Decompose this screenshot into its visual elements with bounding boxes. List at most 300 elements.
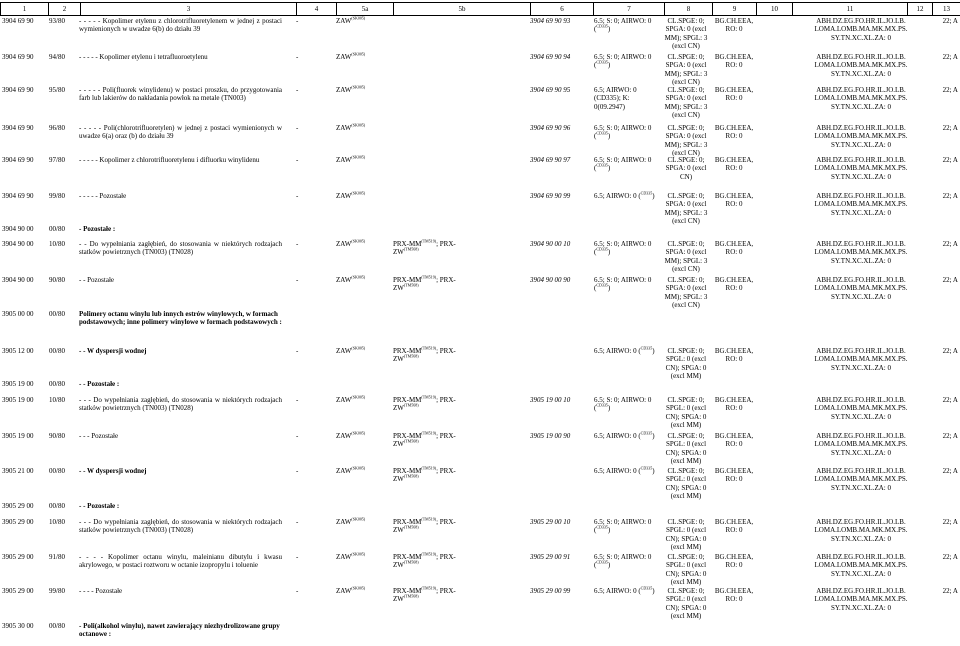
taric-subcode: 00/80 xyxy=(49,225,65,233)
duty-rate-text: 6.5; S: 0; AIRWO: 0 ( xyxy=(594,17,652,34)
nomenclature-code: 3904 69 90 97 xyxy=(530,156,571,164)
taric-subcode: 10/80 xyxy=(49,518,65,526)
column-4-value: - xyxy=(296,192,299,200)
paren: ) xyxy=(607,61,611,70)
preference-eea: BG.CH.EEA, RO: 0 xyxy=(714,432,754,449)
zaw-measure xyxy=(336,124,386,132)
goods-description: - - - Do wypełniania zagłębień, do stosowania w niektórych rodzajach statków powietrznych (TN003) (TN028) xyxy=(79,518,282,535)
preference-gsp: CL.SPGE: 0; SPGA: 0 (excl MM); SPGL: 3 (excl CN) xyxy=(664,86,708,119)
zaw-measure-text: ZAW xyxy=(336,240,352,248)
zaw-measure xyxy=(336,432,386,440)
prx-part: PRX-MM xyxy=(393,587,422,595)
preference-countries: ABH.DZ.EG.FO.HR.IL.JO.LB. LOMA.LOMB.MA.MK.MX.PS. SY.TN.XC.XL.ZA: 0 xyxy=(814,587,908,612)
preference-gsp: CL.SPGE: 0; SPGL: 0 (excl CN); SPGA: 0 (excl MM) xyxy=(665,587,707,620)
column-4-value: - xyxy=(296,53,299,61)
header-col-14: 13 xyxy=(932,3,960,15)
cn-code: 3905 00 00 xyxy=(2,310,34,318)
zaw-measure xyxy=(336,553,386,561)
prx-part: ; PRX-ZW xyxy=(393,587,456,604)
zaw-measure-ref: (SK005) xyxy=(351,238,366,244)
duty-rate-ref: CD335 xyxy=(640,430,653,436)
unit-code: 22; A xyxy=(942,240,958,248)
column-4-value: - xyxy=(296,124,299,132)
zaw-measure-text: ZAW xyxy=(336,467,352,475)
prx-measure xyxy=(393,347,473,364)
duty-rate-text: 6.5; AIRWO: 0 ( xyxy=(594,192,641,200)
goods-description: - - Pozostałe xyxy=(79,276,114,284)
goods-description: - - - - - Pozostałe xyxy=(79,192,127,200)
duty-rate xyxy=(594,553,662,570)
duty-rate-ref: CD335 xyxy=(596,559,608,565)
preference-eea: BG.CH.EEA, RO: 0 xyxy=(714,156,754,173)
nomenclature-code: 3904 90 00 90 xyxy=(530,276,571,284)
goods-description: - Poli(alkohol winylu), nawet zawierający niezhydrolizowane grupy octanowe : xyxy=(79,622,280,639)
zaw-measure-ref: (SK005) xyxy=(351,345,366,351)
cn-code: 3904 69 90 xyxy=(2,156,34,164)
duty-rate xyxy=(594,240,662,257)
goods-description: - - W dyspersji wodnej xyxy=(79,467,147,475)
zaw-measure-text: ZAW xyxy=(336,156,352,164)
taric-subcode: 99/80 xyxy=(49,192,65,200)
column-4-value: - xyxy=(296,17,299,25)
zaw-measure xyxy=(336,240,386,248)
prx-part: ; PRX-ZW xyxy=(393,432,456,449)
paren: ) xyxy=(607,526,611,535)
prx-part: (TM519) xyxy=(421,345,437,351)
preference-countries: ABH.DZ.EG.FO.HR.IL.JO.LB. LOMA.LOMB.MA.MK.MX.PS. SY.TN.XC.XL.ZA: 0 xyxy=(814,156,908,181)
prx-part: (TM568) xyxy=(403,438,419,444)
zaw-measure-text: ZAW xyxy=(336,276,352,284)
zaw-measure-ref: (SK005) xyxy=(351,154,366,160)
cn-code: 3905 30 00 xyxy=(2,622,34,630)
column-4-value: - xyxy=(296,347,299,355)
goods-description: - - - - - Kopolimer etylenu i tetrafluoroetylenu xyxy=(79,53,208,61)
nomenclature-code: 3905 19 00 10 xyxy=(530,396,571,404)
goods-description: - - - - - Poli(chlorotrifluoretylen) w jednej z postaci wymienionych w uwadze 6(a) oraz (b) do działu 39 xyxy=(79,124,282,141)
prx-part: (TM568) xyxy=(403,593,419,599)
unit-code: 22; A xyxy=(942,17,958,25)
zaw-measure-ref: (SK005) xyxy=(351,84,366,90)
paren: ) xyxy=(607,248,611,257)
duty-rate-ref: CD335 xyxy=(596,162,608,168)
taric-subcode: 00/80 xyxy=(49,502,65,510)
taric-subcode: 10/80 xyxy=(49,396,65,404)
zaw-measure-text: ZAW xyxy=(336,53,352,61)
prx-measure xyxy=(393,587,473,604)
duty-rate-text: 6.5; S: 0; AIRWO: 0 ( xyxy=(594,240,652,257)
unit-code: 22; A xyxy=(942,124,958,132)
duty-rate xyxy=(594,587,662,595)
zaw-measure xyxy=(336,347,386,355)
header-col-4: 4 xyxy=(296,3,336,15)
taric-subcode: 96/80 xyxy=(49,124,65,132)
duty-rate-ref: CD335 xyxy=(640,345,653,351)
prx-part: PRX-MM xyxy=(393,432,422,440)
nomenclature-code: 3905 19 00 90 xyxy=(530,432,571,440)
unit-code: 22; A xyxy=(942,396,958,404)
zaw-measure-ref: (SK005) xyxy=(351,394,366,400)
preference-eea: BG.CH.EEA, RO: 0 xyxy=(714,553,754,570)
nomenclature-code: 3904 90 00 10 xyxy=(530,240,571,248)
paren: ) xyxy=(607,164,611,173)
prx-part: ; PRX-ZW xyxy=(393,396,456,413)
goods-description: - - Pozostałe : xyxy=(79,380,120,388)
goods-description: - - - - - Poli(fluorek winylidenu) w postaci proszku, do przygotowania farb lub lakierów do nakładania powłok na metale (TN003) xyxy=(79,86,282,103)
zaw-measure-ref: (SK005) xyxy=(351,430,366,436)
prx-part: ; PRX-ZW xyxy=(393,276,456,293)
zaw-measure xyxy=(336,276,386,284)
duty-rate xyxy=(594,156,662,173)
zaw-measure-text: ZAW xyxy=(336,86,352,94)
cn-code: 3905 29 00 xyxy=(2,553,34,561)
prx-part: PRX-MM xyxy=(393,396,422,404)
taric-subcode: 00/80 xyxy=(49,310,65,318)
column-4-value: - xyxy=(296,276,299,284)
column-4-value: - xyxy=(296,553,299,561)
prx-part: (TM568) xyxy=(403,524,419,530)
duty-rate xyxy=(594,17,662,34)
zaw-measure-ref: (SK005) xyxy=(351,465,366,471)
duty-rate-ref: CD335 xyxy=(596,59,608,65)
duty-rate-text: 6.5; S: 0; AIRWO: 0 ( xyxy=(594,396,652,413)
goods-description: Polimery octanu winylu lub innych estrów winylowych, w formach podstawowych; inne polimery winylowe w formach podstawowych : xyxy=(79,310,282,327)
unit-code: 22; A xyxy=(942,53,958,61)
taric-subcode: 97/80 xyxy=(49,156,65,164)
duty-rate-ref: CD335 xyxy=(640,190,653,196)
preference-eea: BG.CH.EEA, RO: 0 xyxy=(714,86,754,103)
preference-countries: ABH.DZ.EG.FO.HR.IL.JO.LB. LOMA.LOMB.MA.MK.MX.PS. SY.TN.XC.XL.ZA: 0 xyxy=(814,86,908,111)
nomenclature-code: 3905 29 00 91 xyxy=(530,553,571,561)
duty-rate xyxy=(594,347,662,355)
goods-description: - - - - Kopolimer octanu winylu, maleinianu dibutylu i kwasu akrylowego, w postaci roztworu w octanie izopropylu i toluenie xyxy=(79,553,282,570)
preference-countries: ABH.DZ.EG.FO.HR.IL.JO.LB. LOMA.LOMB.MA.MK.MX.PS. SY.TN.XC.XL.ZA: 0 xyxy=(814,276,908,301)
unit-code: 22; A xyxy=(942,432,958,440)
unit-code: 22; A xyxy=(942,553,958,561)
prx-part: (TM568) xyxy=(403,402,419,408)
zaw-measure-text: ZAW xyxy=(336,518,352,526)
duty-rate-text: 6.5; S: 0; AIRWO: 0 ( xyxy=(594,553,652,570)
preference-eea: BG.CH.EEA, RO: 0 xyxy=(714,192,754,209)
prx-part: (TM568) xyxy=(403,353,419,359)
zaw-measure-text: ZAW xyxy=(336,124,352,132)
preference-countries: ABH.DZ.EG.FO.HR.IL.JO.LB. LOMA.LOMB.MA.MK.MX.PS. SY.TN.XC.XL.ZA: 0 xyxy=(814,396,908,421)
preference-eea: BG.CH.EEA, RO: 0 xyxy=(714,124,754,141)
prx-part: (TM519) xyxy=(421,516,437,522)
duty-rate-ref: CD335 xyxy=(640,585,653,591)
cn-code: 3905 19 00 xyxy=(2,396,34,404)
unit-code: 22; A xyxy=(942,467,958,475)
prx-part: ; PRX-ZW xyxy=(393,347,456,364)
column-4-value: - xyxy=(296,396,299,404)
preference-countries: ABH.DZ.EG.FO.HR.IL.JO.LB. LOMA.LOMB.MA.MK.MX.PS. SY.TN.XC.XL.ZA: 0 xyxy=(814,192,908,217)
duty-rate-text: 6.5; AIRWO: 0 ( xyxy=(594,587,641,595)
prx-measure xyxy=(393,518,473,535)
prx-part: PRX-MM xyxy=(393,467,422,475)
zaw-measure-ref: (SK005) xyxy=(351,190,366,196)
prx-part: (TM519) xyxy=(421,585,437,591)
zaw-measure-text: ZAW xyxy=(336,17,352,25)
header-col-8: 7 xyxy=(593,3,664,15)
zaw-measure-ref: (SK005) xyxy=(351,551,366,557)
preference-countries: ABH.DZ.EG.FO.HR.IL.JO.LB. LOMA.LOMB.MA.MK.MX.PS. SY.TN.XC.XL.ZA: 0 xyxy=(814,124,908,149)
cn-code: 3904 69 90 xyxy=(2,192,34,200)
zaw-measure xyxy=(336,156,386,164)
zaw-measure xyxy=(336,518,386,526)
header-col-9: 8 xyxy=(664,3,712,15)
preference-countries: ABH.DZ.EG.FO.HR.IL.JO.LB. LOMA.LOMB.MA.MK.MX.PS. SY.TN.XC.XL.ZA: 0 xyxy=(814,467,908,492)
preference-gsp: CL.SPGE: 0; SPGL: 0 (excl CN); SPGA: 0 (excl MM) xyxy=(665,467,707,500)
preference-eea: BG.CH.EEA, RO: 0 xyxy=(714,587,754,604)
paren: ) xyxy=(607,25,611,34)
nomenclature-code: 3904 69 90 93 xyxy=(530,17,571,25)
duty-rate xyxy=(594,124,662,141)
preference-gsp: CL.SPGE: 0; SPGA: 0 (excl MM); SPGL: 3 (excl CN) xyxy=(664,276,708,309)
nomenclature-code: 3905 29 00 99 xyxy=(530,587,571,595)
zaw-measure-ref: (SK005) xyxy=(351,516,366,522)
preference-countries: ABH.DZ.EG.FO.HR.IL.JO.LB. LOMA.LOMB.MA.MK.MX.PS. SY.TN.XC.XL.ZA: 0 xyxy=(814,553,908,578)
goods-description: - - W dyspersji wodnej xyxy=(79,347,147,355)
duty-rate-text: 6.5; AIRWO: 0 ( xyxy=(594,432,641,440)
cn-code: 3905 29 00 xyxy=(2,518,34,526)
column-4-value: - xyxy=(296,518,299,526)
preference-countries: ABH.DZ.EG.FO.HR.IL.JO.LB. LOMA.LOMB.MA.MK.MX.PS. SY.TN.XC.XL.ZA: 0 xyxy=(814,240,908,265)
paren: ) xyxy=(652,192,655,200)
column-4-value: - xyxy=(296,432,299,440)
header-col-7: 6 xyxy=(530,3,593,15)
cn-code: 3904 69 90 xyxy=(2,17,34,25)
prx-part: ; PRX-ZW xyxy=(393,240,456,257)
prx-measure xyxy=(393,467,473,484)
duty-rate-ref: CD335 xyxy=(596,282,608,288)
unit-code: 22; A xyxy=(942,347,958,355)
goods-description: - Pozostałe : xyxy=(79,225,116,233)
zaw-measure xyxy=(336,396,386,404)
nomenclature-code: 3904 69 90 94 xyxy=(530,53,571,61)
paren: ) xyxy=(652,347,655,355)
taric-subcode: 00/80 xyxy=(49,347,65,355)
preference-gsp: CL.SPGE: 0; SPGA: 0 (excl MM); SPGL: 3 (excl CN) xyxy=(664,17,708,50)
preference-eea: BG.CH.EEA, RO: 0 xyxy=(714,53,754,70)
zaw-measure xyxy=(336,17,386,25)
prx-part: PRX-MM xyxy=(393,553,422,561)
prx-part: (TM519) xyxy=(421,465,437,471)
preference-gsp: CL.SPGE: 0; SPGA: 0 (excl CN) xyxy=(665,156,707,181)
nomenclature-code: 3904 69 90 96 xyxy=(530,124,571,132)
taric-subcode: 00/80 xyxy=(49,467,65,475)
taric-subcode: 93/80 xyxy=(49,17,65,25)
duty-rate xyxy=(594,192,662,200)
duty-rate-text: 6.5; AIRWO: 0 ( xyxy=(594,347,641,355)
preference-gsp: CL.SPGE: 0; SPGL: 0 (excl CN); SPGA: 0 (excl MM) xyxy=(665,347,707,380)
prx-part: (TM519) xyxy=(421,551,437,557)
prx-part: ; PRX-ZW xyxy=(393,553,456,570)
prx-measure xyxy=(393,240,473,257)
column-4-value: - xyxy=(296,86,299,94)
unit-code: 22; A xyxy=(942,156,958,164)
zaw-measure xyxy=(336,587,386,595)
nomenclature-code: 3904 69 90 99 xyxy=(530,192,571,200)
goods-description: - - Pozostałe : xyxy=(79,502,120,510)
goods-description: - - - - Pozostałe xyxy=(79,587,123,595)
paren: ) xyxy=(652,467,655,475)
unit-code: 22; A xyxy=(942,276,958,284)
preference-gsp: CL.SPGE: 0; SPGA: 0 (excl MM); SPGL: 3 (excl CN) xyxy=(664,192,708,225)
zaw-measure-text: ZAW xyxy=(336,396,352,404)
cn-code: 3904 69 90 xyxy=(2,86,34,94)
cn-code: 3904 69 90 xyxy=(2,124,34,132)
preference-countries: ABH.DZ.EG.FO.HR.IL.JO.LB. LOMA.LOMB.MA.MK.MX.PS. SY.TN.XC.XL.ZA: 0 xyxy=(814,53,908,78)
taric-subcode: 00/80 xyxy=(49,380,65,388)
goods-description: - - - Do wypełniania zagłębień, do stosowania w niektórych rodzajach statków powietrznych (TN003) (TN028) xyxy=(79,396,282,413)
duty-rate-ref: CD335 xyxy=(596,402,608,408)
zaw-measure xyxy=(336,192,386,200)
preference-countries: ABH.DZ.EG.FO.HR.IL.JO.LB. LOMA.LOMB.MA.MK.MX.PS. SY.TN.XC.XL.ZA: 0 xyxy=(814,432,908,457)
column-4-value: - xyxy=(296,156,299,164)
duty-rate xyxy=(594,396,662,413)
prx-measure xyxy=(393,276,473,293)
taric-subcode: 10/80 xyxy=(49,240,65,248)
zaw-measure-ref: (SK005) xyxy=(351,51,366,57)
cn-code: 3905 29 00 xyxy=(2,587,34,595)
paren: ) xyxy=(607,284,611,293)
paren: ) xyxy=(607,561,611,570)
cn-code: 3904 90 00 xyxy=(2,240,34,248)
prx-part: PRX-MM xyxy=(393,276,422,284)
zaw-measure-ref: (SK005) xyxy=(351,122,366,128)
duty-rate-text: 6.5; AIRWO: 0 ( xyxy=(594,467,641,475)
taric-subcode: 94/80 xyxy=(49,53,65,61)
nomenclature-code: 3905 29 00 10 xyxy=(530,518,571,526)
header-col-12: 11 xyxy=(792,3,907,15)
duty-rate xyxy=(594,467,662,475)
preference-gsp: CL.SPGE: 0; SPGL: 0 (excl CN); SPGA: 0 (excl MM) xyxy=(665,553,707,586)
zaw-measure xyxy=(336,86,386,94)
column-4-value: - xyxy=(296,587,299,595)
cn-code: 3904 90 00 xyxy=(2,225,34,233)
prx-part: (TM568) xyxy=(403,246,419,252)
preference-eea: BG.CH.EEA, RO: 0 xyxy=(714,396,754,413)
prx-part: (TM519) xyxy=(421,394,437,400)
zaw-measure xyxy=(336,53,386,61)
zaw-measure xyxy=(336,467,386,475)
cn-code: 3905 19 00 xyxy=(2,432,34,440)
zaw-measure-text: ZAW xyxy=(336,432,352,440)
zaw-measure-text: ZAW xyxy=(336,347,352,355)
duty-rate-ref: CD335 xyxy=(596,524,608,530)
taric-subcode: 99/80 xyxy=(49,587,65,595)
preference-eea: BG.CH.EEA, RO: 0 xyxy=(714,240,754,257)
preference-countries: ABH.DZ.EG.FO.HR.IL.JO.LB. LOMA.LOMB.MA.MK.MX.PS. SY.TN.XC.XL.ZA: 0 xyxy=(814,17,908,42)
table-header xyxy=(0,2,960,16)
unit-code: 22; A xyxy=(942,86,958,94)
prx-part: PRX-MM xyxy=(393,347,422,355)
preference-eea: BG.CH.EEA, RO: 0 xyxy=(714,17,754,34)
header-col-3: 3 xyxy=(80,3,296,15)
preference-eea: BG.CH.EEA, RO: 0 xyxy=(714,347,754,364)
preference-gsp: CL.SPGE: 0; SPGA: 0 (excl MM); SPGL: 3 (excl CN) xyxy=(664,240,708,273)
duty-rate xyxy=(594,276,662,293)
prx-measure xyxy=(393,396,473,413)
duty-rate-text: 6.5; S: 0; AIRWO: 0 ( xyxy=(594,518,652,535)
header-col-1: 1 xyxy=(0,3,48,15)
zaw-measure-text: ZAW xyxy=(336,587,352,595)
preference-gsp: CL.SPGE: 0; SPGL: 0 (excl CN); SPGA: 0 (excl MM) xyxy=(665,518,707,551)
duty-rate-ref: CD335 xyxy=(596,130,608,136)
nomenclature-code: 3904 69 90 95 xyxy=(530,86,571,94)
preference-eea: BG.CH.EEA, RO: 0 xyxy=(714,467,754,484)
prx-part: PRX-MM xyxy=(393,240,422,248)
paren: ) xyxy=(652,432,655,440)
prx-part: (TM568) xyxy=(403,473,419,479)
taric-subcode: 00/80 xyxy=(49,622,65,630)
paren: ) xyxy=(652,587,655,595)
cn-code: 3905 21 00 xyxy=(2,467,34,475)
goods-description: - - - - - Kopolimer z chlorotrifluoretylenu i difluorku winylidenu xyxy=(79,156,260,164)
zaw-measure-text: ZAW xyxy=(336,553,352,561)
preference-gsp: CL.SPGE: 0; SPGL: 0 (excl CN); SPGA: 0 (excl MM) xyxy=(665,396,707,429)
header-col-11: 10 xyxy=(756,3,792,15)
zaw-measure-ref: (SK005) xyxy=(351,274,366,280)
prx-part: (TM519) xyxy=(421,274,437,280)
duty-rate-text: 6.5; S: 0; AIRWO: 0 ( xyxy=(594,124,652,141)
column-4-value: - xyxy=(296,467,299,475)
taric-subcode: 90/80 xyxy=(49,432,65,440)
preference-gsp: CL.SPGE: 0; SPGL: 0 (excl CN); SPGA: 0 (excl MM) xyxy=(665,432,707,465)
header-col-5: 5a xyxy=(336,3,393,15)
cn-code: 3905 29 00 xyxy=(2,502,34,510)
paren: ) xyxy=(607,404,611,413)
duty-rate-ref: CD335 xyxy=(596,23,608,29)
preference-countries: ABH.DZ.EG.FO.HR.IL.JO.LB. LOMA.LOMB.MA.MK.MX.PS. SY.TN.XC.XL.ZA: 0 xyxy=(814,518,908,543)
unit-code: 22; A xyxy=(942,192,958,200)
goods-description: - - - - - Kopolimer etylenu z chlorotrifluoretylenem w jednej z postaci wymienionych w uwadze 6(b) do działu 39 xyxy=(79,17,282,34)
duty-rate: 6.5; AIRWO: 0 (CD335); K: 0(09.2947) xyxy=(594,86,637,111)
duty-rate-text: 6.5; S: 0; AIRWO: 0 ( xyxy=(594,156,652,173)
preference-gsp: CL.SPGE: 0; SPGA: 0 (excl MM); SPGL: 3 (excl CN) xyxy=(664,124,708,157)
prx-part: ; PRX-ZW xyxy=(393,518,456,535)
duty-rate xyxy=(594,518,662,535)
prx-part: (TM568) xyxy=(403,282,419,288)
goods-description: - - - Pozostałe xyxy=(79,432,119,440)
preference-eea: BG.CH.EEA, RO: 0 xyxy=(714,518,754,535)
zaw-measure-ref: (SK005) xyxy=(351,585,366,591)
prx-measure xyxy=(393,553,473,570)
cn-code: 3905 19 00 xyxy=(2,380,34,388)
zaw-measure-ref: (SK005) xyxy=(351,15,366,21)
zaw-measure-text: ZAW xyxy=(336,192,352,200)
cn-code: 3904 90 00 xyxy=(2,276,34,284)
duty-rate-ref: CD335 xyxy=(596,246,608,252)
duty-rate-text: 6.5; S: 0; AIRWO: 0 ( xyxy=(594,276,652,293)
header-col-6: 5b xyxy=(393,3,530,15)
duty-rate-ref: CD335 xyxy=(640,465,653,471)
header-col-13: 12 xyxy=(907,3,932,15)
duty-rate xyxy=(594,53,662,70)
cn-code: 3904 69 90 xyxy=(2,53,34,61)
preference-gsp: CL.SPGE: 0; SPGA: 0 (excl MM); SPGL: 3 (excl CN) xyxy=(664,53,708,86)
taric-subcode: 91/80 xyxy=(49,553,65,561)
prx-part: (TM568) xyxy=(403,559,419,565)
duty-rate xyxy=(594,432,662,440)
taric-subcode: 90/80 xyxy=(49,276,65,284)
duty-rate-text: 6.5; S: 0; AIRWO: 0 ( xyxy=(594,53,652,70)
preference-countries: ABH.DZ.EG.FO.HR.IL.JO.LB. LOMA.LOMB.MA.MK.MX.PS. SY.TN.XC.XL.ZA: 0 xyxy=(814,347,908,372)
prx-part: (TM519) xyxy=(421,430,437,436)
prx-part: ; PRX-ZW xyxy=(393,467,456,484)
unit-code: 22; A xyxy=(942,587,958,595)
prx-part: (TM519) xyxy=(421,238,437,244)
prx-part: PRX-MM xyxy=(393,518,422,526)
